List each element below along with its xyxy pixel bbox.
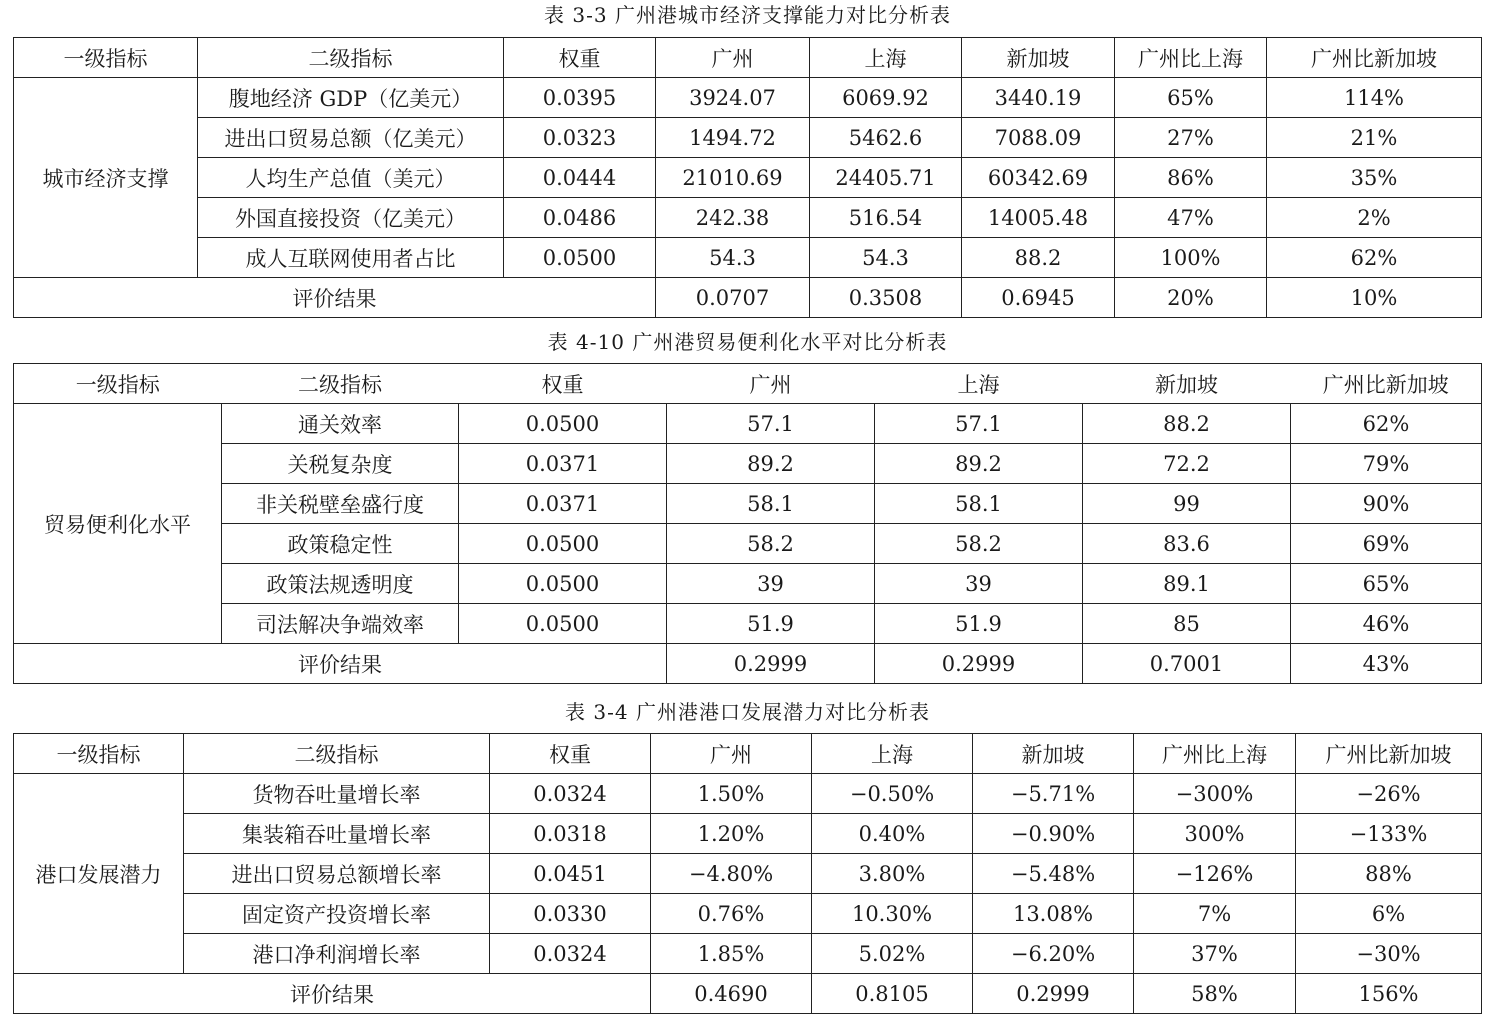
value-cell: 0.0500 [459,604,667,644]
value-cell: 54.3 [656,238,810,278]
value-cell: 46% [1291,604,1482,644]
result-row [14,644,1482,684]
result-cell: 43% [1291,644,1482,684]
value-cell: 0.0444 [504,158,656,198]
table-row [14,524,1482,564]
table-port-development-potential [13,733,1482,1014]
result-cell: 20% [1115,278,1267,318]
value-cell: 58.2 [875,524,1083,564]
result-cell: 0.0707 [656,278,810,318]
value-cell: 37% [1134,934,1296,974]
value-cell: 1494.72 [656,118,810,158]
value-cell: 1.50% [651,774,812,814]
header-cell: 广州比新加坡 [1267,38,1482,78]
table-row [14,814,1482,854]
header-cell: 广州比新加坡 [1291,364,1482,404]
value-cell: 21010.69 [656,158,810,198]
value-cell: −133% [1296,814,1482,854]
table-trade-facilitation [13,363,1482,684]
value-cell: 21% [1267,118,1482,158]
value-cell: 58.2 [667,524,875,564]
value-cell: −6.20% [973,934,1134,974]
value-cell: 62% [1291,404,1482,444]
value-cell: 57.1 [875,404,1083,444]
table2-caption: 表 4-10 广州港贸易便利化水平对比分析表 [547,330,948,354]
table-row [14,444,1482,484]
header-cell: 上海 [810,38,962,78]
value-cell: 7088.09 [962,118,1115,158]
value-cell: 99 [1083,484,1291,524]
header-cell: 权重 [490,734,651,774]
result-cell: 0.2999 [667,644,875,684]
indicator-cell: 外国直接投资（亿美元） [198,198,504,238]
indicator-cell: 固定资产投资增长率 [184,894,490,934]
value-cell: 51.9 [875,604,1083,644]
table-row [14,198,1482,238]
value-cell: 14005.48 [962,198,1115,238]
value-cell: 0.0318 [490,814,651,854]
header-cell: 新加坡 [973,734,1134,774]
indicator-cell: 司法解决争端效率 [222,604,459,644]
header-cell: 权重 [504,38,656,78]
indicator-cell: 港口净利润增长率 [184,934,490,974]
indicator-cell: 人均生产总值（美元） [198,158,504,198]
value-cell: 39 [667,564,875,604]
value-cell: 0.76% [651,894,812,934]
value-cell: 0.0395 [504,78,656,118]
header-cell: 二级指标 [222,364,459,404]
value-cell: 10.30% [812,894,973,934]
value-cell: 0.0486 [504,198,656,238]
value-cell: 58.1 [875,484,1083,524]
value-cell: 88.2 [962,238,1115,278]
indicator-cell: 货物吞吐量增长率 [184,774,490,814]
table-row [14,934,1482,974]
value-cell: 6% [1296,894,1482,934]
value-cell: 24405.71 [810,158,962,198]
value-cell: 0.0330 [490,894,651,934]
value-cell: 47% [1115,198,1267,238]
header-cell: 二级指标 [198,38,504,78]
value-cell: 90% [1291,484,1482,524]
header-cell: 广州 [656,38,810,78]
value-cell: −0.90% [973,814,1134,854]
header-cell: 新加坡 [1083,364,1291,404]
header-cell: 广州比新加坡 [1296,734,1482,774]
result-cell: 156% [1296,974,1482,1014]
value-cell: 88% [1296,854,1482,894]
result-label: 评价结果 [14,644,667,684]
value-cell: 3.80% [812,854,973,894]
value-cell: 69% [1291,524,1482,564]
category-cell: 港口发展潜力 [14,774,184,974]
indicator-cell: 通关效率 [222,404,459,444]
value-cell: 89.2 [667,444,875,484]
header-cell: 广州比上海 [1115,38,1267,78]
value-cell: 62% [1267,238,1482,278]
value-cell: 39 [875,564,1083,604]
header-cell: 上海 [875,364,1083,404]
result-cell: 0.3508 [810,278,962,318]
header-cell: 一级指标 [14,38,198,78]
indicator-cell: 集装箱吞吐量增长率 [184,814,490,854]
value-cell: −0.50% [812,774,973,814]
table-header-row [14,38,1482,78]
table-header-row [14,734,1482,774]
value-cell: 13.08% [973,894,1134,934]
value-cell: 0.0500 [459,404,667,444]
value-cell: 0.0500 [459,564,667,604]
value-cell: 0.0451 [490,854,651,894]
indicator-cell: 政策稳定性 [222,524,459,564]
value-cell: 6069.92 [810,78,962,118]
value-cell: 27% [1115,118,1267,158]
value-cell: 0.0371 [459,444,667,484]
table1-caption: 表 3-3 广州港城市经济支撑能力对比分析表 [544,3,951,27]
indicator-cell: 进出口贸易总额（亿美元） [198,118,504,158]
result-label: 评价结果 [14,974,651,1014]
header-cell: 权重 [459,364,667,404]
value-cell: 0.0323 [504,118,656,158]
value-cell: 3440.19 [962,78,1115,118]
header-cell: 广州比上海 [1134,734,1296,774]
result-cell: 0.7001 [1083,644,1291,684]
value-cell: −5.48% [973,854,1134,894]
indicator-cell: 关税复杂度 [222,444,459,484]
table-row [14,158,1482,198]
value-cell: 65% [1291,564,1482,604]
value-cell: 35% [1267,158,1482,198]
value-cell: 242.38 [656,198,810,238]
result-cell: 0.2999 [875,644,1083,684]
value-cell: 88.2 [1083,404,1291,444]
header-cell: 一级指标 [14,364,222,404]
table-row [14,118,1482,158]
value-cell: 65% [1115,78,1267,118]
value-cell: 72.2 [1083,444,1291,484]
value-cell: 85 [1083,604,1291,644]
value-cell: 86% [1115,158,1267,198]
value-cell: 3924.07 [656,78,810,118]
value-cell: 0.40% [812,814,973,854]
table-city-economic-support [13,37,1482,318]
indicator-cell: 非关税壁垒盛行度 [222,484,459,524]
result-row [14,278,1482,318]
indicator-cell: 进出口贸易总额增长率 [184,854,490,894]
result-cell: 0.4690 [651,974,812,1014]
value-cell: 114% [1267,78,1482,118]
table3-caption: 表 3-4 广州港港口发展潜力对比分析表 [565,700,930,724]
value-cell: 58.1 [667,484,875,524]
value-cell: 0.0500 [459,524,667,564]
table-row [14,774,1482,814]
table-header-row [14,364,1482,404]
table-row [14,78,1482,118]
value-cell: 89.1 [1083,564,1291,604]
value-cell: 0.0324 [490,934,651,974]
header-cell: 二级指标 [184,734,490,774]
value-cell: 1.85% [651,934,812,974]
value-cell: 2% [1267,198,1482,238]
result-row [14,974,1482,1014]
header-cell: 新加坡 [962,38,1115,78]
value-cell: 0.0371 [459,484,667,524]
value-cell: −30% [1296,934,1482,974]
value-cell: 1.20% [651,814,812,854]
value-cell: −300% [1134,774,1296,814]
header-cell: 广州 [651,734,812,774]
header-cell: 广州 [667,364,875,404]
table-row [14,238,1482,278]
result-cell: 10% [1267,278,1482,318]
table-row [14,484,1482,524]
result-label: 评价结果 [14,278,656,318]
value-cell: 100% [1115,238,1267,278]
table-row [14,604,1482,644]
value-cell: 7% [1134,894,1296,934]
value-cell: 57.1 [667,404,875,444]
category-cell: 城市经济支撑 [14,78,198,278]
header-cell: 一级指标 [14,734,184,774]
value-cell: 5462.6 [810,118,962,158]
value-cell: 516.54 [810,198,962,238]
value-cell: 79% [1291,444,1482,484]
value-cell: 60342.69 [962,158,1115,198]
value-cell: 0.0500 [504,238,656,278]
result-cell: 0.6945 [962,278,1115,318]
header-cell: 上海 [812,734,973,774]
result-cell: 0.2999 [973,974,1134,1014]
value-cell: 300% [1134,814,1296,854]
value-cell: 51.9 [667,604,875,644]
table-row [14,564,1482,604]
indicator-cell: 腹地经济 GDP（亿美元） [198,78,504,118]
value-cell: 83.6 [1083,524,1291,564]
value-cell: −26% [1296,774,1482,814]
table-row [14,854,1482,894]
value-cell: 89.2 [875,444,1083,484]
value-cell: −4.80% [651,854,812,894]
value-cell: −126% [1134,854,1296,894]
result-cell: 0.8105 [812,974,973,1014]
table-row [14,404,1482,444]
value-cell: 5.02% [812,934,973,974]
result-cell: 58% [1134,974,1296,1014]
value-cell: 0.0324 [490,774,651,814]
value-cell: −5.71% [973,774,1134,814]
indicator-cell: 政策法规透明度 [222,564,459,604]
table-row [14,894,1482,934]
category-cell: 贸易便利化水平 [14,404,222,644]
indicator-cell: 成人互联网使用者占比 [198,238,504,278]
value-cell: 54.3 [810,238,962,278]
